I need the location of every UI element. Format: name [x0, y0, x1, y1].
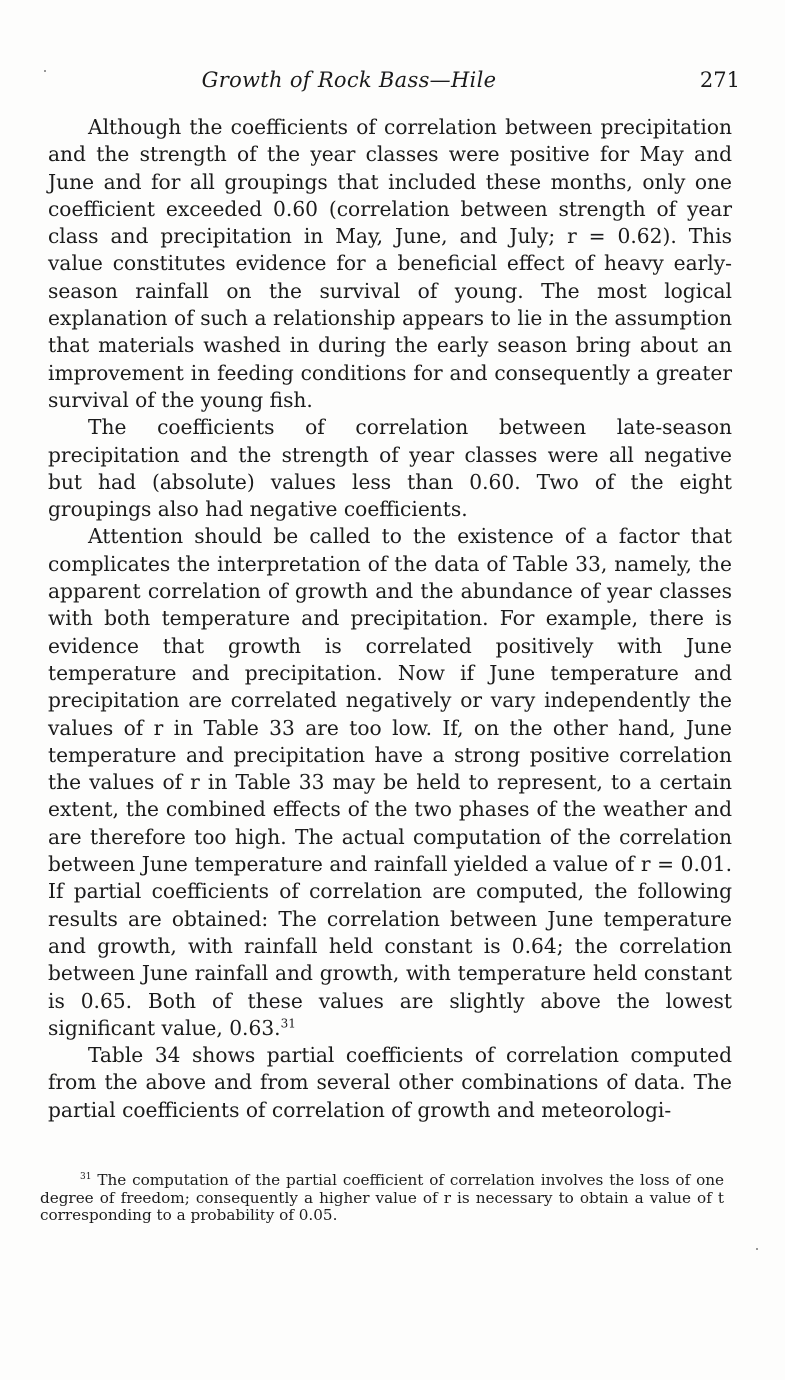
paragraph-1: Although the coefficients of correlation between precipitation and the strength of the year classes were positive for May and June and for all groupings that included these months, only one coefficient exceeded 0.60 (correlation between strength of year class and precipitation in May, June, and July; r = 0.62). This value constitutes evidence for a beneficial effect of heavy early-season rainfall on the survival of young. The most logical explanation of such a relationship appears to lie in the assumption that materials washed in during the early season bring about an improvement in feeding conditions for and consequently a greater survival of the young fish. — [48, 115, 732, 412]
paragraph-4: Table 34 shows partial coefficients of correlation computed from the above and from several other combinations of data. The partial coefficients of correlation of growth and meteorologi- — [48, 1043, 732, 1122]
paragraph-3-text: Attention should be called to the existence of a factor that complicates the interpretation of the data of Table 33, namely, the apparent correlation of growth and the abundance of year classes with both temperature and precipitation. For example, there is evidence that growth is correlated positively with June temperature and precipitation. Now if June temperature and precipitation are correlated negatively or vary independently the values of r in Table 33 are too low. If, on the other hand, June temperature and precipitation have a strong positive correlation the values of r in Table 33 may be held to represent, to a certain extent, the combined effects of the two phases of the weather and are therefore too high. The actual computation of the correlation between June temperature and rainfall yielded a value of r = 0.01. If partial coefficients of correlation are computed, the following results are obtained: The correlation between June temperature and growth, with rainfall held constant is 0.64; the correlation between June rainfall and growth, with temperature held constant is 0.65. Both of these values are slightly above the lowest significant value, 0.63. — [48, 524, 732, 1040]
paper-speck — [756, 1248, 758, 1250]
paragraph-2: The coefficients of correlation between late-season precipitation and the strength of year classes were all negative but had (absolute) values less than 0.60. Two of the eight groupings also had negative coefficients. — [48, 415, 732, 522]
footnote-text: The computation of the partial coefficient of correlation involves the loss of one degree of freedom; consequently a higher value of r is necessary to obtain a value of t corresponding to a probability of 0.05. — [40, 1171, 725, 1224]
footnote-marker: 31 — [80, 1171, 92, 1182]
footnote-reference: 31 — [280, 1016, 296, 1031]
page-number: 271 — [699, 68, 740, 92]
paper-speck — [44, 70, 46, 72]
running-title: Growth of Rock Bass—Hile — [201, 68, 497, 92]
page-header — [48, 64, 740, 98]
paragraph-3 — [48, 523, 732, 1042]
footnote — [40, 1172, 724, 1225]
body-text — [48, 114, 732, 1124]
